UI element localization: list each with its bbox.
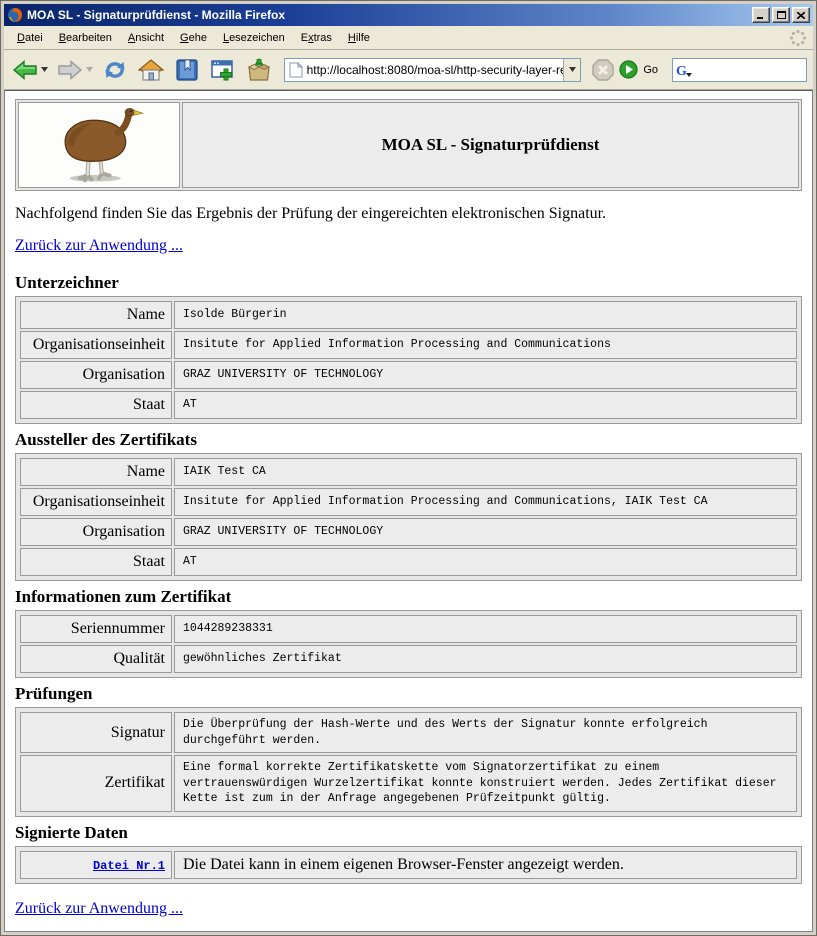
- menu-extras[interactable]: Extras: [300, 31, 332, 44]
- stop-icon: [591, 58, 615, 82]
- go-label[interactable]: Go: [643, 63, 659, 76]
- row-label: Staat: [20, 391, 172, 419]
- go-icon: [619, 60, 638, 79]
- row-value: 1044289238331: [174, 615, 797, 643]
- search-input[interactable]: [695, 60, 806, 80]
- reload-icon: [102, 58, 128, 82]
- signierte-daten-table: [15, 846, 802, 884]
- row-value: GRAZ UNIVERSITY OF TECHNOLOGY: [174, 361, 797, 389]
- section-heading-pruefungen: Prüfungen: [15, 684, 93, 703]
- table-row: [20, 391, 797, 419]
- url-dropdown-button[interactable]: [563, 59, 580, 81]
- row-label: Organisation: [20, 361, 172, 389]
- row-label: Zertifikat: [20, 755, 172, 812]
- url-input[interactable]: [307, 60, 564, 80]
- window-title: MOA SL - Signaturprüfdienst - Mozilla Firefox: [27, 8, 286, 22]
- row-label: Staat: [20, 548, 172, 576]
- row-value: GRAZ UNIVERSITY OF TECHNOLOGY: [174, 518, 797, 546]
- unterzeichner-table: [15, 296, 802, 424]
- table-row: [20, 458, 797, 486]
- row-value: gewöhnliches Zertifikat: [174, 645, 797, 673]
- row-label: Name: [20, 301, 172, 329]
- back-to-application-link-top[interactable]: Zurück zur Anwendung ...: [15, 237, 183, 254]
- row-value: IAIK Test CA: [174, 458, 797, 486]
- section-heading-zertifikat-info: Informationen zum Zertifikat: [15, 587, 232, 606]
- table-row: [20, 488, 797, 516]
- menu-hilfe[interactable]: Hilfe: [347, 31, 370, 44]
- page-icon: [288, 62, 304, 78]
- forward-icon: [57, 58, 83, 82]
- row-label: Organisationseinheit: [20, 488, 172, 516]
- close-button[interactable]: [792, 7, 810, 23]
- moa-bird-logo: [18, 102, 180, 188]
- menu-gehe[interactable]: Gehe: [180, 31, 207, 44]
- url-bar: [284, 58, 582, 82]
- svg-text:G: G: [676, 63, 687, 78]
- menu-lesezeichen[interactable]: Lesezeichen: [222, 31, 285, 44]
- row-label: Seriennummer: [20, 615, 172, 643]
- row-label: Qualität: [20, 645, 172, 673]
- downloads-button[interactable]: [244, 53, 274, 87]
- bookmarks-button[interactable]: [172, 53, 202, 87]
- table-row: [20, 518, 797, 546]
- table-row: [20, 361, 797, 389]
- firefox-icon: [7, 7, 23, 23]
- back-icon: [12, 58, 38, 82]
- new-window-button[interactable]: [208, 53, 238, 87]
- throbber-icon: [789, 29, 807, 47]
- chevron-down-icon: [569, 67, 576, 72]
- row-label: Name: [20, 458, 172, 486]
- forward-button[interactable]: [55, 53, 85, 87]
- maximize-button[interactable]: [772, 7, 790, 23]
- table-row: [20, 331, 797, 359]
- reload-button[interactable]: [100, 53, 130, 87]
- intro-text: Nachfolgend finden Sie das Ergebnis der Prüfung der eingereichten elektronischen Signatur.: [15, 205, 607, 222]
- downloads-box-icon: [246, 58, 272, 82]
- banner-title: MOA SL - Signaturprüfdienst: [182, 102, 799, 188]
- search-bar: [672, 58, 807, 82]
- table-row: [20, 712, 797, 753]
- pruefungen-table: [15, 707, 802, 817]
- go-button[interactable]: [617, 53, 640, 87]
- page-banner: [15, 99, 802, 191]
- navigation-toolbar: [4, 50, 813, 90]
- section-heading-aussteller: Aussteller des Zertifikats: [15, 430, 197, 449]
- row-label: [20, 851, 172, 879]
- home-button[interactable]: [136, 53, 166, 87]
- page-content: [4, 90, 813, 932]
- menu-bearbeiten[interactable]: Bearbeiten: [58, 31, 112, 44]
- google-g-icon[interactable]: [673, 62, 695, 78]
- section-heading-unterzeichner: Unterzeichner: [15, 273, 119, 292]
- row-label: Organisationseinheit: [20, 331, 172, 359]
- table-row: [20, 755, 797, 812]
- menu-ansicht[interactable]: Ansicht: [127, 31, 165, 44]
- row-value: AT: [174, 548, 797, 576]
- new-window-icon: [210, 58, 236, 82]
- forward-dropdown[interactable]: [85, 67, 94, 72]
- row-value: Isolde Bürgerin: [174, 301, 797, 329]
- home-icon: [138, 58, 164, 82]
- bookmarks-book-icon: [174, 58, 200, 82]
- row-value: Insitute for Applied Information Processing and Communications: [174, 331, 797, 359]
- stop-button[interactable]: [589, 53, 617, 87]
- table-row: [20, 645, 797, 673]
- back-button[interactable]: [10, 53, 40, 87]
- row-value: Die Überprüfung der Hash-Werte und des Werts der Signatur konnte erfolgreich durchgeführt werden.: [174, 712, 797, 753]
- back-dropdown[interactable]: [40, 67, 49, 72]
- table-row: [20, 548, 797, 576]
- row-value: Die Datei kann in einem eigenen Browser-Fenster angezeigt werden.: [174, 851, 797, 879]
- section-heading-signierte-daten: Signierte Daten: [15, 822, 128, 842]
- zertifikat-info-table: [15, 610, 802, 678]
- row-value: Eine formal korrekte Zertifikatskette vom Signatorzertifikat zu einem vertrauenswürdigen Wurzelzertifikat konnte konstruiert werden. Jedes Zertifikat dieser Kette ist zum in der Anfrage angegebenen Prüfzeitpunkt gültig.: [174, 755, 797, 812]
- row-label: Signatur: [20, 712, 172, 753]
- table-row: [20, 615, 797, 643]
- row-value: Insitute for Applied Information Processing and Communications, IAIK Test CA: [174, 488, 797, 516]
- datei-nr1-link[interactable]: Datei Nr.1: [92, 858, 165, 873]
- back-to-application-link-bottom[interactable]: Zurück zur Anwendung ...: [15, 899, 183, 917]
- menu-datei[interactable]: Datei: [17, 31, 43, 44]
- minimize-button[interactable]: [752, 7, 770, 23]
- title-bar: [4, 4, 813, 26]
- table-row: [20, 851, 797, 879]
- aussteller-table: [15, 453, 802, 581]
- menu-bar: [4, 26, 813, 50]
- table-row: [20, 301, 797, 329]
- row-value: AT: [174, 391, 797, 419]
- row-label: Organisation: [20, 518, 172, 546]
